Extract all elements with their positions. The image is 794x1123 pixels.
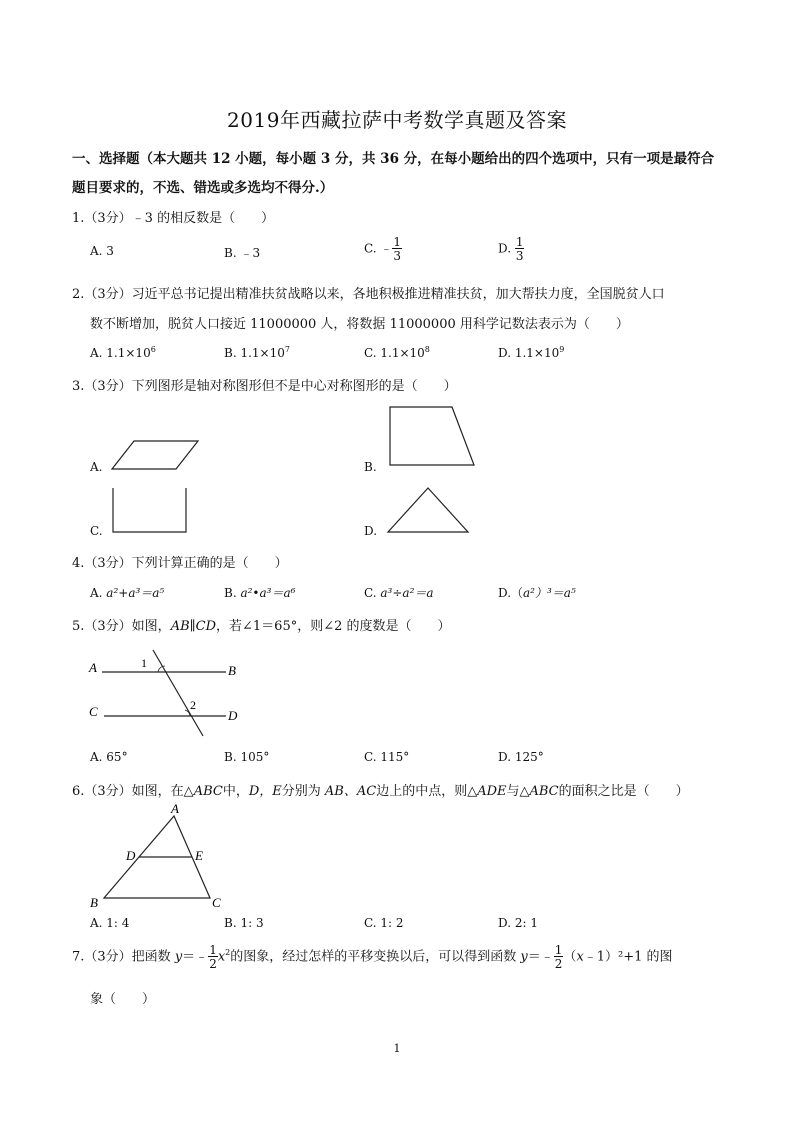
q2-option-b: B. $1.1\times 10^7$ bbox=[224, 345, 290, 360]
q4-option-c: C. a³÷a²＝a bbox=[364, 586, 434, 600]
q4-option-a: A. a²+a³＝a⁵ bbox=[90, 586, 165, 600]
fraction: $\frac{1}{2}$ bbox=[554, 943, 563, 971]
q1-option-b: B. ﹣3 bbox=[224, 246, 261, 260]
label-a: A bbox=[89, 660, 97, 675]
q1-option-d: D. $\frac{1}{3}$ bbox=[498, 235, 524, 263]
q4-option-b: B. a²•a³＝a⁶ bbox=[224, 586, 296, 600]
q3-option-a-label: A. bbox=[90, 460, 103, 474]
q2-option-a: A. $1.1\times 10^6$ bbox=[90, 345, 156, 360]
q5-option-d: D. 125° bbox=[498, 750, 544, 764]
trapezoid-figure bbox=[386, 404, 478, 468]
parallel-lines-figure bbox=[86, 648, 246, 740]
q1-option-a: A. 3 bbox=[90, 244, 114, 258]
question-7-line2: 象（ ） bbox=[90, 992, 156, 1007]
question-2-line2: 数不断增加，脱贫人口接近 11000000 人，将数据 11000000 用科学记数法表示为（ ） bbox=[90, 317, 629, 332]
q2-option-d: D. $1.1\times 10^9$ bbox=[498, 345, 565, 360]
q5-option-a: A. 65° bbox=[90, 750, 128, 764]
q6-option-c: C. 1: 2 bbox=[364, 916, 404, 930]
label-b: B bbox=[228, 663, 236, 678]
angle-2-label: 2 bbox=[190, 698, 196, 712]
q3-option-b-label: B. bbox=[364, 460, 377, 474]
label-d: D bbox=[228, 708, 238, 723]
q3-option-c-label: C. bbox=[90, 524, 103, 538]
q5-option-b: B. 105° bbox=[224, 750, 270, 764]
q6-option-a: A. 1: 4 bbox=[90, 916, 130, 930]
q5-option-c: C. 115° bbox=[364, 750, 410, 764]
page-title: 2019年西藏拉萨中考数学真题及答案 bbox=[227, 108, 567, 132]
vertex-c-label: C bbox=[212, 895, 221, 910]
q6-option-b: B. 1: 3 bbox=[224, 916, 264, 930]
label-c: C bbox=[89, 704, 98, 719]
parallelogram-figure bbox=[108, 438, 202, 472]
point-d-label: D bbox=[126, 848, 136, 863]
section-heading-line2: 题目要求的，不选、错选或多选均不得分.） bbox=[72, 180, 334, 196]
q4-option-d: D.（a²）³＝a⁵ bbox=[498, 586, 576, 600]
q1-option-c: C. ﹣ $\frac{1}{3}$ bbox=[364, 235, 402, 263]
q3-option-d-label: D. bbox=[364, 524, 378, 538]
triangle-figure bbox=[384, 484, 472, 536]
open-rectangle-figure bbox=[110, 486, 190, 536]
question-7-line1: 7.（3分）把函数 y＝﹣ $\frac{1}{2}$ $x^2$的图象，经过怎样的平移变换以后，可以得到函数 y＝﹣ $\frac{1}{2}$ （x﹣1）²+1 的图 bbox=[72, 943, 673, 971]
question-5-stem: 5.（3分）如图，AB∥CD，若∠1＝65°，则∠2 的度数是（ ） bbox=[72, 619, 451, 634]
triangle-midpoints-figure bbox=[86, 802, 236, 910]
question-2-line1: 2.（3分）习近平总书记提出精准扶贫战略以来，各地积极推进精准扶贫，加大帮扶力度，全国脱贫人口 bbox=[72, 287, 665, 302]
fraction: $\frac{1}{3}$ bbox=[515, 235, 524, 263]
question-1-stem: 1.（3分）﹣3 的相反数是（ ） bbox=[72, 211, 275, 226]
point-e-label: E bbox=[195, 848, 203, 863]
fraction: $\frac{1}{3}$ bbox=[393, 235, 402, 263]
question-4-stem: 4.（3分）下列计算正确的是（ ） bbox=[72, 556, 288, 571]
question-3-stem: 3.（3分）下列图形是轴对称图形但不是中心对称图形的是（ ） bbox=[72, 379, 457, 394]
q2-option-c: C. $1.1\times 10^8$ bbox=[364, 345, 430, 360]
question-6-stem: 6.（3分）如图，在△ABC中，D，E分别为 AB、AC边上的中点，则△ADE与△ABC的面积之比是（ ） bbox=[72, 784, 689, 799]
vertex-b-label: B bbox=[90, 895, 98, 910]
vertex-a-label: A bbox=[171, 802, 179, 816]
angle-1-label: 1 bbox=[141, 656, 147, 670]
section-heading-line1: 一、选择题（本大题共 12 小题，每小题 3 分，共 36 分，在每小题给出的四个选项中，只有一项是最符合 bbox=[72, 151, 715, 167]
fraction: $\frac{1}{2}$ bbox=[209, 943, 217, 971]
page-number: 1 bbox=[393, 1042, 401, 1055]
q6-option-d: D. 2: 1 bbox=[498, 916, 538, 930]
